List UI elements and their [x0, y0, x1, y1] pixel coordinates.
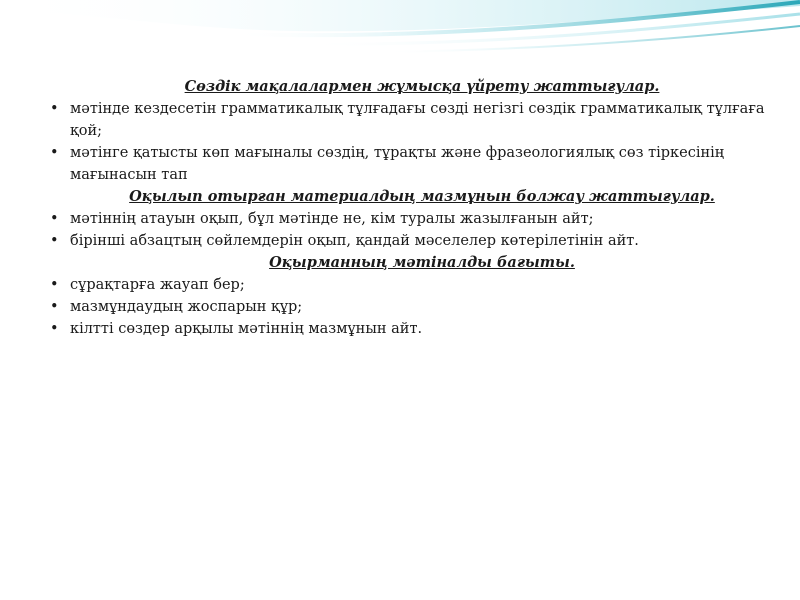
section-list-2 — [48, 208, 778, 252]
section-heading-3: Оқырманның мәтіналды бағыты. — [269, 254, 575, 271]
list-item — [48, 296, 778, 318]
list-item-text: кілтті сөздер арқылы мәтіннің мазмұнын айт. — [70, 321, 423, 337]
bullet: • — [50, 211, 59, 227]
bullet: • — [50, 277, 59, 293]
list-item-text: мәтінде кездесетін грамматикалық тұлғадағы сөзді негізгі сөздік грамматикалық тұлғаға қой; — [70, 101, 765, 139]
list-item — [48, 274, 778, 296]
bullet: • — [50, 101, 59, 117]
list-item — [48, 142, 778, 186]
list-item-text: мазмұндаудың жоспарын құр; — [70, 299, 303, 315]
list-item — [48, 230, 778, 252]
slide-content — [48, 76, 778, 340]
bullet: • — [50, 299, 59, 315]
section-list-1 — [48, 98, 778, 186]
bullet: • — [50, 233, 59, 249]
bullet: • — [50, 321, 59, 337]
bullet: • — [50, 145, 59, 161]
section-heading-1: Сөздік мақалалармен жұмысқа үйрету жаттығулар. — [184, 78, 660, 95]
list-item — [48, 208, 778, 230]
decorative-swoosh — [0, 0, 800, 80]
list-item-text: мәтінге қатысты көп мағыналы сөздің, тұрақты және фразеологиялық сөз тіркесінің мағынасын тап — [70, 145, 725, 183]
list-item-text: бірінші абзацтың сөйлемдерін оқып, қандай мәселелер көтерілетінін айт. — [70, 233, 639, 249]
list-item-text: мәтіннің атауын оқып, бұл мәтінде не, кім туралы жазылғанын айт; — [70, 211, 594, 227]
section-heading-2: Оқылып отырған материалдың мазмұнын болжау жаттығулар. — [129, 188, 715, 205]
list-item — [48, 98, 778, 142]
list-item — [48, 318, 778, 340]
list-item-text: сұрақтарға жауап бер; — [70, 277, 245, 293]
section-list-3 — [48, 274, 778, 340]
